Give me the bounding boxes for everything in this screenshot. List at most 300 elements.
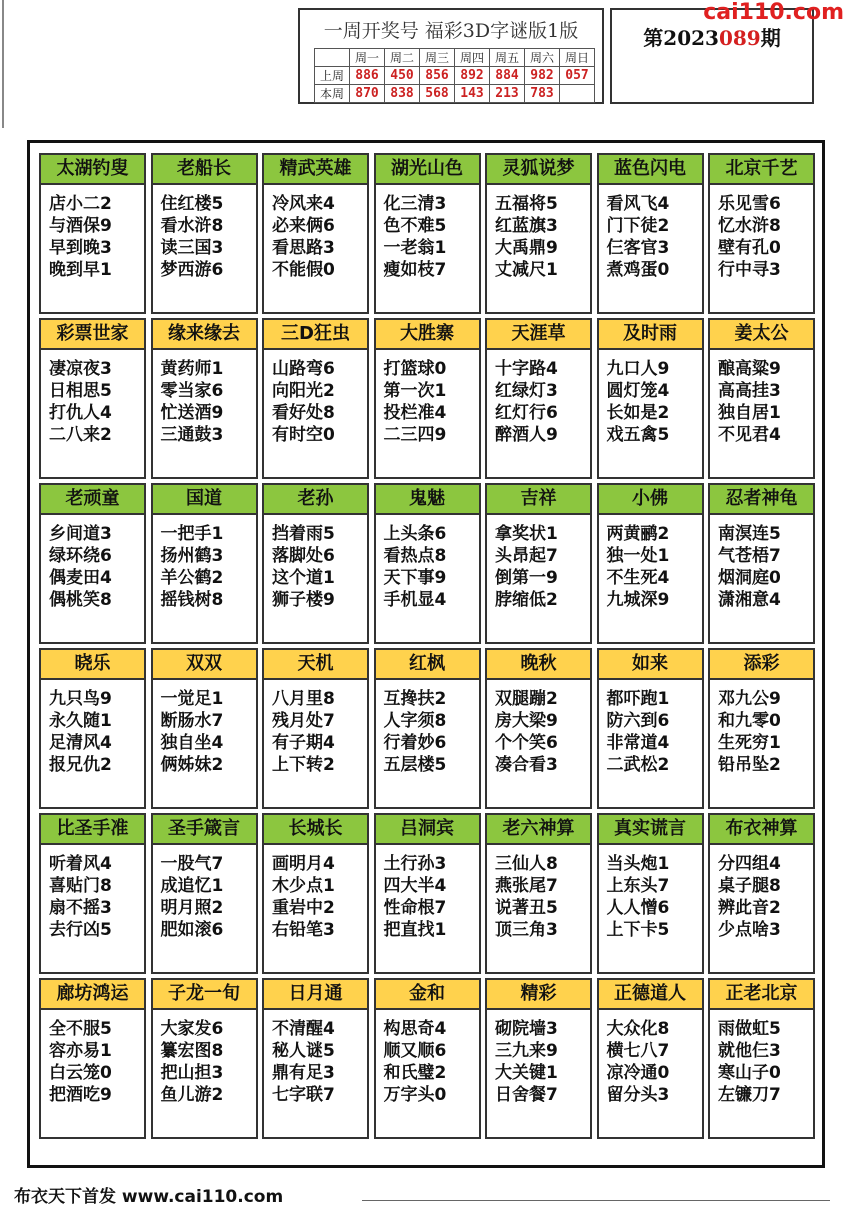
riddle-line: 纂宏图8	[160, 1041, 224, 1061]
riddle-card	[151, 978, 258, 1139]
riddle-card-title: 晚秋	[487, 650, 590, 680]
riddle-line: 不见君4	[718, 425, 781, 445]
riddle-line: 梦西游6	[160, 260, 224, 280]
riddle-lines	[153, 845, 256, 941]
riddle-line: 个个笑6	[495, 733, 558, 753]
riddle-line: 一把手1	[160, 524, 224, 544]
row-label: 上周	[315, 67, 350, 85]
riddle-card	[597, 153, 704, 314]
riddle-card	[39, 153, 146, 314]
riddle-card	[485, 483, 592, 644]
riddle-lines	[599, 680, 702, 776]
riddle-card-title: 子龙一旬	[153, 980, 256, 1010]
riddle-card	[597, 813, 704, 974]
riddle-line: 燕张尾7	[495, 876, 558, 896]
riddle-card-title: 如来	[599, 650, 702, 680]
riddle-lines	[264, 350, 367, 446]
riddle-line: 听着风4	[49, 854, 112, 874]
riddle-line: 瘦如枝7	[383, 260, 447, 280]
riddle-card	[262, 483, 369, 644]
riddle-card-title: 廊坊鸿运	[41, 980, 144, 1010]
riddle-line: 上东头7	[606, 876, 670, 896]
riddle-line: 容亦易1	[49, 1041, 112, 1061]
riddle-card-title: 真实谎言	[599, 815, 702, 845]
riddle-card	[597, 318, 704, 479]
riddle-line: 独一处1	[606, 546, 670, 566]
riddle-line: 都吓跑1	[606, 689, 670, 709]
riddle-line: 邓九公9	[718, 689, 781, 709]
riddle-line: 长如是2	[606, 403, 670, 423]
riddle-line: 打仇人4	[49, 403, 112, 423]
riddle-line: 七字联7	[272, 1085, 335, 1105]
riddle-line: 偶麦田4	[49, 568, 112, 588]
riddle-card	[151, 648, 258, 809]
footer-divider	[362, 1200, 830, 1201]
riddle-lines	[376, 185, 479, 281]
riddle-line: 看思路3	[272, 238, 335, 258]
riddle-line: 零当家6	[160, 381, 224, 401]
riddle-board	[27, 140, 825, 1168]
riddle-line: 互搀扶2	[383, 689, 447, 709]
riddle-line: 二三四9	[383, 425, 447, 445]
riddle-card-title: 吉祥	[487, 485, 590, 515]
riddle-line: 房大梁9	[495, 711, 558, 731]
riddle-line: 少点啥3	[718, 920, 781, 940]
riddle-line: 独自居1	[718, 403, 781, 423]
riddle-card	[39, 978, 146, 1139]
riddle-line: 凄凉夜3	[49, 359, 112, 379]
period-label	[612, 22, 812, 51]
riddle-line: 脖缩低2	[495, 590, 558, 610]
riddle-line: 挡着雨5	[272, 524, 335, 544]
riddle-line: 一股气7	[160, 854, 224, 874]
riddle-line: 有子期4	[272, 733, 335, 753]
riddle-line: 重岩中2	[272, 898, 335, 918]
riddle-lines	[153, 185, 256, 281]
riddle-card-title: 天机	[264, 650, 367, 680]
riddle-line: 构思奇4	[383, 1019, 447, 1039]
riddle-line: 行着妙6	[383, 733, 447, 753]
riddle-card-title: 吕洞宾	[376, 815, 479, 845]
riddle-line: 忆水浒8	[718, 216, 781, 236]
riddle-card-title: 蓝色闪电	[599, 155, 702, 185]
riddle-lines	[710, 680, 813, 776]
riddle-lines	[487, 680, 590, 776]
riddle-lines	[710, 515, 813, 611]
day-cell: 周四	[455, 49, 490, 67]
riddle-card	[39, 318, 146, 479]
riddle-line: 雨做虹5	[718, 1019, 781, 1039]
last-week-row	[315, 67, 595, 85]
riddle-lines	[41, 515, 144, 611]
riddle-lines	[487, 350, 590, 446]
draw-number: 783	[525, 85, 560, 103]
riddle-card-title: 老船长	[153, 155, 256, 185]
riddle-line: 住红楼5	[160, 194, 224, 214]
riddle-lines	[599, 1010, 702, 1106]
row-label: 本周	[315, 85, 350, 103]
riddle-line: 第一次1	[383, 381, 447, 401]
riddle-line: 日相思5	[49, 381, 112, 401]
riddle-card	[262, 648, 369, 809]
riddle-card-title: 添彩	[710, 650, 813, 680]
riddle-line: 喜贴门8	[49, 876, 112, 896]
riddle-line: 双腿蹦2	[495, 689, 558, 709]
riddle-line: 去行凶5	[49, 920, 112, 940]
draw-number: 856	[420, 67, 455, 85]
riddle-line: 必来俩6	[272, 216, 335, 236]
riddle-card	[262, 318, 369, 479]
day-cell: 周六	[525, 49, 560, 67]
riddle-line: 画明月4	[272, 854, 335, 874]
riddle-lines	[376, 845, 479, 941]
riddle-line: 残月处7	[272, 711, 335, 731]
riddle-line: 打篮球0	[383, 359, 447, 379]
riddle-line: 戏五禽5	[606, 425, 670, 445]
riddle-card-title: 缘来缘去	[153, 320, 256, 350]
riddle-line: 不能假0	[272, 260, 335, 280]
riddle-card	[708, 153, 815, 314]
riddle-card	[485, 648, 592, 809]
riddle-line: 有时空0	[272, 425, 335, 445]
riddle-line: 和九零0	[718, 711, 781, 731]
draw-number: 838	[385, 85, 420, 103]
riddle-lines	[153, 1010, 256, 1106]
riddle-card	[39, 813, 146, 974]
riddle-line: 九城深9	[606, 590, 670, 610]
riddle-line: 人字须8	[383, 711, 447, 731]
riddle-card	[262, 153, 369, 314]
riddle-lines	[41, 845, 144, 941]
riddle-line: 凑合看3	[495, 755, 558, 775]
riddle-line: 分四组4	[718, 854, 781, 874]
draw-number: 870	[350, 85, 385, 103]
riddle-line: 羊公鹤2	[160, 568, 224, 588]
riddle-line: 全不服5	[49, 1019, 112, 1039]
riddle-line: 肥如滚6	[160, 920, 224, 940]
riddle-line: 两黄鹂2	[606, 524, 670, 544]
riddle-line: 辨此音2	[718, 898, 781, 918]
day-cell: 周日	[560, 49, 595, 67]
riddle-line: 俩姊妹2	[160, 755, 224, 775]
riddle-line: 白云笼0	[49, 1063, 112, 1083]
riddle-line: 二武松2	[606, 755, 670, 775]
riddle-lines	[41, 185, 144, 281]
riddle-line: 人人憎6	[606, 898, 670, 918]
riddle-line: 凉冷通0	[606, 1063, 670, 1083]
riddle-card-title: 忍者神龟	[710, 485, 813, 515]
draw-number: 143	[455, 85, 490, 103]
riddle-card-title: 比圣手准	[41, 815, 144, 845]
riddle-line: 不清醒4	[272, 1019, 335, 1039]
corner-cell	[315, 49, 350, 67]
riddle-card	[485, 978, 592, 1139]
draw-number: 892	[455, 67, 490, 85]
riddle-lines	[710, 845, 813, 941]
riddle-line: 桌子腿8	[718, 876, 781, 896]
riddle-line: 和氏璧2	[383, 1063, 447, 1083]
riddle-line: 上下卡5	[606, 920, 670, 940]
riddle-line: 倒第一9	[495, 568, 558, 588]
riddle-card	[374, 813, 481, 974]
riddle-card	[485, 318, 592, 479]
riddle-card-title: 精彩	[487, 980, 590, 1010]
riddle-line: 就他仨3	[718, 1041, 781, 1061]
riddle-line: 乡间道3	[49, 524, 112, 544]
riddle-line: 日舍餐7	[495, 1085, 558, 1105]
riddle-lines	[376, 680, 479, 776]
riddle-line: 看风飞4	[606, 194, 670, 214]
riddle-card	[374, 978, 481, 1139]
riddle-lines	[376, 350, 479, 446]
period-prefix: 第2023	[643, 26, 719, 50]
riddle-card	[597, 648, 704, 809]
riddle-line: 气苍梧7	[718, 546, 781, 566]
riddle-line: 明月照2	[160, 898, 224, 918]
riddle-line: 投栏准4	[383, 403, 447, 423]
riddle-card	[597, 978, 704, 1139]
riddle-card	[708, 978, 815, 1139]
riddle-lines	[41, 1010, 144, 1106]
riddle-card-title: 湖光山色	[376, 155, 479, 185]
riddle-card-title: 圣手箴言	[153, 815, 256, 845]
riddle-line: 三仙人8	[495, 854, 558, 874]
riddle-card	[485, 813, 592, 974]
riddle-line: 木少点1	[272, 876, 335, 896]
riddle-lines	[599, 515, 702, 611]
riddle-line: 冷风来4	[272, 194, 335, 214]
riddle-card	[708, 318, 815, 479]
riddle-card	[374, 318, 481, 479]
riddle-lines	[264, 1010, 367, 1106]
riddle-card-title: 日月通	[264, 980, 367, 1010]
riddle-line: 看水浒8	[160, 216, 224, 236]
riddle-line: 把酒吃9	[49, 1085, 112, 1105]
riddle-line: 说著丑5	[495, 898, 558, 918]
riddle-line: 九口人9	[606, 359, 670, 379]
riddle-line: 壁有孔0	[718, 238, 781, 258]
riddle-line: 大家发6	[160, 1019, 224, 1039]
riddle-lines	[264, 845, 367, 941]
riddle-lines	[710, 350, 813, 446]
draw-number: 213	[490, 85, 525, 103]
this-week-row	[315, 85, 595, 103]
riddle-lines	[376, 1010, 479, 1106]
riddle-line: 断肠水7	[160, 711, 224, 731]
riddle-line: 二八来2	[49, 425, 112, 445]
riddle-card-title: 三D狂虫	[264, 320, 367, 350]
day-cell: 周二	[385, 49, 420, 67]
riddle-card	[597, 483, 704, 644]
riddle-card	[151, 153, 258, 314]
riddle-lines	[599, 185, 702, 281]
riddle-line: 看热点8	[383, 546, 447, 566]
riddle-line: 八月里8	[272, 689, 335, 709]
period-suffix: 期	[760, 26, 781, 50]
day-cell: 周一	[350, 49, 385, 67]
site-logo: cai110.com	[703, 0, 844, 25]
riddle-lines	[153, 515, 256, 611]
riddle-grid	[39, 153, 815, 1139]
riddle-lines	[264, 185, 367, 281]
riddle-line: 煮鸡蛋0	[606, 260, 670, 280]
riddle-line: 高高挂3	[718, 381, 781, 401]
riddle-card-title: 正德道人	[599, 980, 702, 1010]
riddle-line: 四大半4	[383, 876, 447, 896]
riddle-line: 左镰刀7	[718, 1085, 781, 1105]
riddle-lines	[264, 680, 367, 776]
riddle-line: 烟洞庭0	[718, 568, 781, 588]
riddle-line: 绿环绕6	[49, 546, 112, 566]
riddle-card	[374, 648, 481, 809]
riddle-card-title: 鬼魅	[376, 485, 479, 515]
riddle-line: 防六到6	[606, 711, 670, 731]
riddle-card	[708, 483, 815, 644]
days-row	[315, 49, 595, 67]
riddle-card-title: 晓乐	[41, 650, 144, 680]
riddle-lines	[487, 515, 590, 611]
riddle-line: 生死穷1	[718, 733, 781, 753]
draw-number: 982	[525, 67, 560, 85]
riddle-line: 寒山子0	[718, 1063, 781, 1083]
riddle-line: 砌院墙3	[495, 1019, 558, 1039]
riddle-line: 偶桃笑8	[49, 590, 112, 610]
draw-number	[560, 85, 595, 103]
riddle-lines	[41, 350, 144, 446]
riddle-line: 摇钱树8	[160, 590, 224, 610]
riddle-line: 狮子楼9	[272, 590, 335, 610]
riddle-line: 黄药师1	[160, 359, 224, 379]
riddle-card-title: 北京千艺	[710, 155, 813, 185]
riddle-card	[151, 483, 258, 644]
riddle-card-title: 大胜寨	[376, 320, 479, 350]
riddle-line: 一觉足1	[160, 689, 224, 709]
riddle-lines	[153, 350, 256, 446]
riddle-lines	[487, 185, 590, 281]
day-cell: 周三	[420, 49, 455, 67]
riddle-line: 把山担3	[160, 1063, 224, 1083]
riddle-line: 醉酒人9	[495, 425, 558, 445]
riddle-line: 九只鸟9	[49, 689, 112, 709]
riddle-line: 当头炮1	[606, 854, 670, 874]
riddle-lines	[599, 845, 702, 941]
riddle-card	[374, 153, 481, 314]
riddle-card-title: 老孙	[264, 485, 367, 515]
riddle-card-title: 姜太公	[710, 320, 813, 350]
riddle-card-title: 国道	[153, 485, 256, 515]
riddle-line: 顺又顺6	[383, 1041, 447, 1061]
riddle-line: 扬州鹤3	[160, 546, 224, 566]
riddle-line: 成追忆1	[160, 876, 224, 896]
draw-number: 884	[490, 67, 525, 85]
riddle-line: 乐见雪6	[718, 194, 781, 214]
riddle-line: 万字头0	[383, 1085, 447, 1105]
riddle-line: 扇不摇3	[49, 898, 112, 918]
riddle-line: 行中寻3	[718, 260, 781, 280]
riddle-line: 五福将5	[495, 194, 558, 214]
riddle-card-title: 老顽童	[41, 485, 144, 515]
draw-number: 057	[560, 67, 595, 85]
riddle-lines	[264, 515, 367, 611]
riddle-card-title: 老六神算	[487, 815, 590, 845]
riddle-line: 天下事9	[383, 568, 447, 588]
riddle-lines	[487, 845, 590, 941]
riddle-card	[262, 978, 369, 1139]
draw-number: 450	[385, 67, 420, 85]
riddle-line: 一老翁1	[383, 238, 447, 258]
riddle-line: 顶三角3	[495, 920, 558, 940]
riddle-lines	[376, 515, 479, 611]
riddle-card-title: 正老北京	[710, 980, 813, 1010]
riddle-line: 圆灯笼4	[606, 381, 670, 401]
riddle-card-title: 精武英雄	[264, 155, 367, 185]
riddle-card	[151, 318, 258, 479]
riddle-line: 晚到早1	[49, 260, 112, 280]
riddle-line: 秘人谜5	[272, 1041, 335, 1061]
riddle-card	[374, 483, 481, 644]
riddle-line: 鱼儿游2	[160, 1085, 224, 1105]
riddle-card-title: 天涯草	[487, 320, 590, 350]
riddle-line: 足清风4	[49, 733, 112, 753]
riddle-line: 酿高粱9	[718, 359, 781, 379]
riddle-line: 红蓝旗3	[495, 216, 558, 236]
riddle-line: 性命根7	[383, 898, 447, 918]
riddle-line: 仨客官3	[606, 238, 670, 258]
results-title: 一周开奖号 福彩3D字谜版1版	[323, 20, 579, 42]
riddle-line: 拿奖状1	[495, 524, 558, 544]
riddle-line: 三通鼓3	[160, 425, 224, 445]
riddle-line: 报兄仇2	[49, 755, 112, 775]
riddle-line: 红绿灯3	[495, 381, 558, 401]
riddle-line: 早到晚3	[49, 238, 112, 258]
riddle-lines	[710, 1010, 813, 1106]
riddle-card-title: 长城长	[264, 815, 367, 845]
riddle-line: 落脚处6	[272, 546, 335, 566]
riddle-line: 与酒保9	[49, 216, 112, 236]
riddle-line: 门下徒2	[606, 216, 670, 236]
riddle-card-title: 灵狐说梦	[487, 155, 590, 185]
riddle-line: 忙送酒9	[160, 403, 224, 423]
riddle-lines	[153, 680, 256, 776]
period-number: 089	[718, 26, 761, 50]
riddle-line: 山路弯6	[272, 359, 335, 379]
riddle-lines	[710, 185, 813, 281]
riddle-line: 读三国3	[160, 238, 224, 258]
riddle-line: 头昂起7	[495, 546, 558, 566]
left-edge-line	[2, 0, 4, 128]
riddle-card-title: 小佛	[599, 485, 702, 515]
riddle-line: 留分头3	[606, 1085, 670, 1105]
riddle-line: 红灯行6	[495, 403, 558, 423]
riddle-line: 不生死4	[606, 568, 670, 588]
riddle-line: 手机显4	[383, 590, 447, 610]
riddle-card-title: 及时雨	[599, 320, 702, 350]
riddle-card	[39, 483, 146, 644]
riddle-card-title: 红枫	[376, 650, 479, 680]
riddle-card	[708, 648, 815, 809]
riddle-line: 丈减尺1	[495, 260, 558, 280]
riddle-line: 把直找1	[383, 920, 447, 940]
riddle-card-title: 双双	[153, 650, 256, 680]
draw-number: 568	[420, 85, 455, 103]
riddle-line: 化三清3	[383, 194, 447, 214]
riddle-line: 看好处8	[272, 403, 335, 423]
riddle-line: 横七八7	[606, 1041, 670, 1061]
riddle-line: 五层楼5	[383, 755, 447, 775]
riddle-line: 永久随1	[49, 711, 112, 731]
riddle-card-title: 彩票世家	[41, 320, 144, 350]
riddle-card-title: 金和	[376, 980, 479, 1010]
